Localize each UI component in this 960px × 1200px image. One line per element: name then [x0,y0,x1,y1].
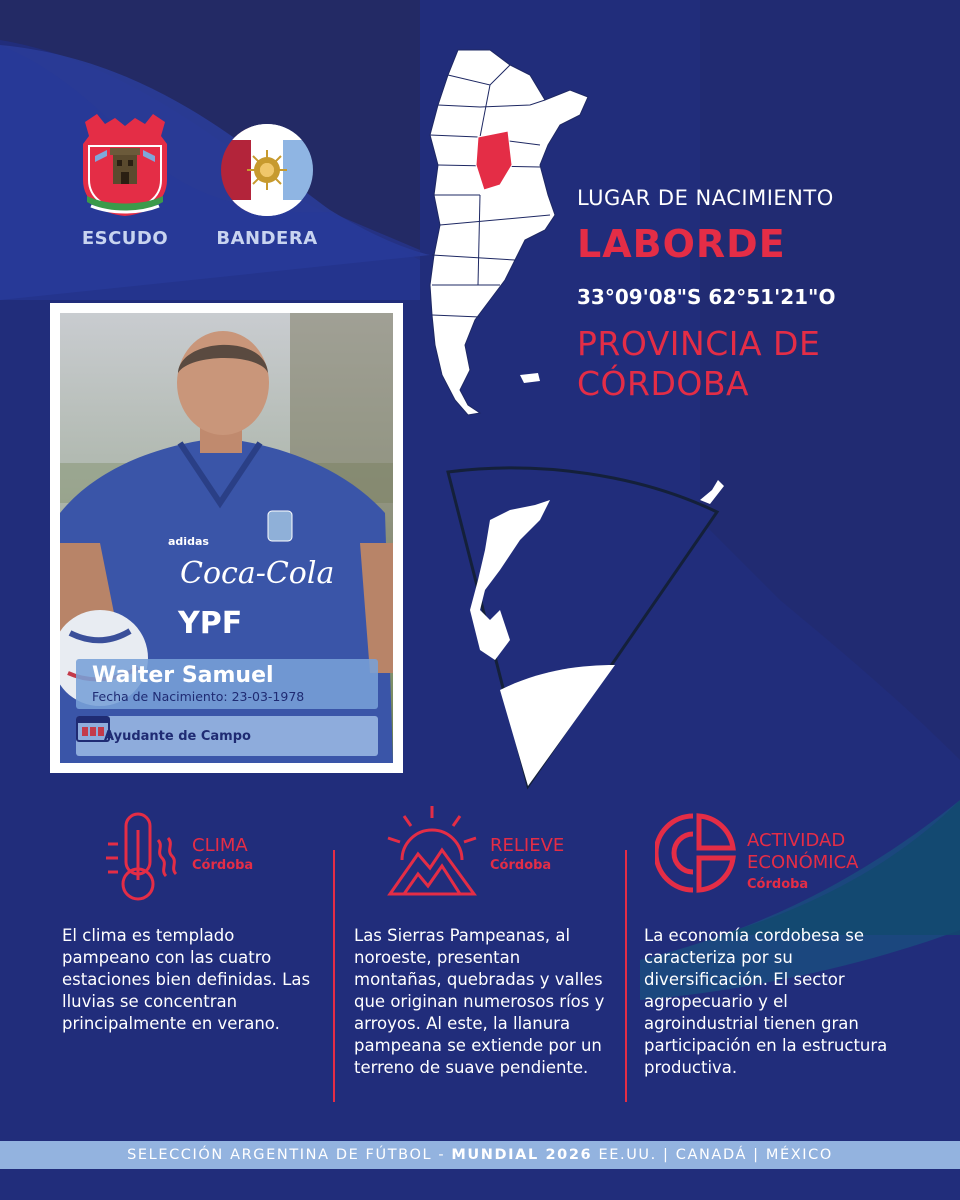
location-province [577,324,907,404]
location-heading: LUGAR DE NACIMIENTO [577,186,834,210]
economia-subtitle: Córdoba [747,877,809,892]
province-line-2: CÓRDOBA [577,364,750,403]
relieve-subtitle: Córdoba [490,858,552,873]
thermometer-icon [100,810,182,902]
player-role: Ayudante de Campo [104,728,251,744]
divider-2 [625,850,627,1102]
svg-text:adidas: adidas [168,535,209,548]
location-coordinates: 33°09'08"S 62°51'21"O [577,285,836,309]
player-card [50,303,403,773]
bandera-label: BANDERA [216,228,318,249]
escudo-label: ESCUDO [81,228,169,249]
cordoba-flag-icon [219,122,315,218]
mountain-sun-icon [384,804,480,898]
economia-title [747,830,858,874]
clima-text: El clima es templado pampeano con las cuatro estaciones bien definidas. Las lluvias se concentran principalmente en verano. [62,926,311,1033]
player-birth-date: Fecha de Nacimiento: 23-03-1978 [92,689,305,704]
footer-suffix: EE.UU. | CANADÁ | MÉXICO [592,1147,833,1163]
economia-text: La economía cordobesa se caracteriza por su diversificación. El sector agropecuario y el agroindustrial tienen gran participación en la estructura productiva. [644,926,888,1077]
economia-title-line-2: ECONÓMICA [747,852,859,873]
player-role-box [76,716,378,756]
relieve-text: Las Sierras Pampeanas, al noroeste, presentan montañas, quebradas y valles que originan numerosos ríos y arroyos. Al este, la llanura pampeana se extiende por un terreno de suave pendiente. [354,926,605,1077]
player-name: Walter Samuel [92,663,274,688]
coat-of-arms-icon [77,110,173,218]
economy-icon [655,812,737,894]
divider-1 [333,850,335,1102]
antarctica-map-icon [440,460,730,795]
bandera-emblem [212,110,322,249]
svg-text:YPF: YPF [178,606,243,641]
escudo-emblem [70,110,180,249]
player-photo [60,313,393,763]
clima-title: CLIMA [192,835,248,856]
player-name-box [76,659,378,709]
clima-subtitle: Córdoba [192,858,254,873]
svg-text:Coca-Cola: Coca-Cola [180,556,335,591]
bench-icon [76,716,110,742]
location-city: LABORDE [577,222,786,266]
province-line-1: PROVINCIA DE [577,324,821,363]
argentina-map-icon [420,45,595,435]
economia-title-line-1: ACTIVIDAD [747,830,846,851]
relieve-title: RELIEVE [490,835,565,856]
footer-bar [0,1141,960,1169]
footer-highlight: MUNDIAL 2026 [451,1147,593,1163]
footer-prefix: SELECCIÓN ARGENTINA DE FÚTBOL - [127,1147,452,1163]
